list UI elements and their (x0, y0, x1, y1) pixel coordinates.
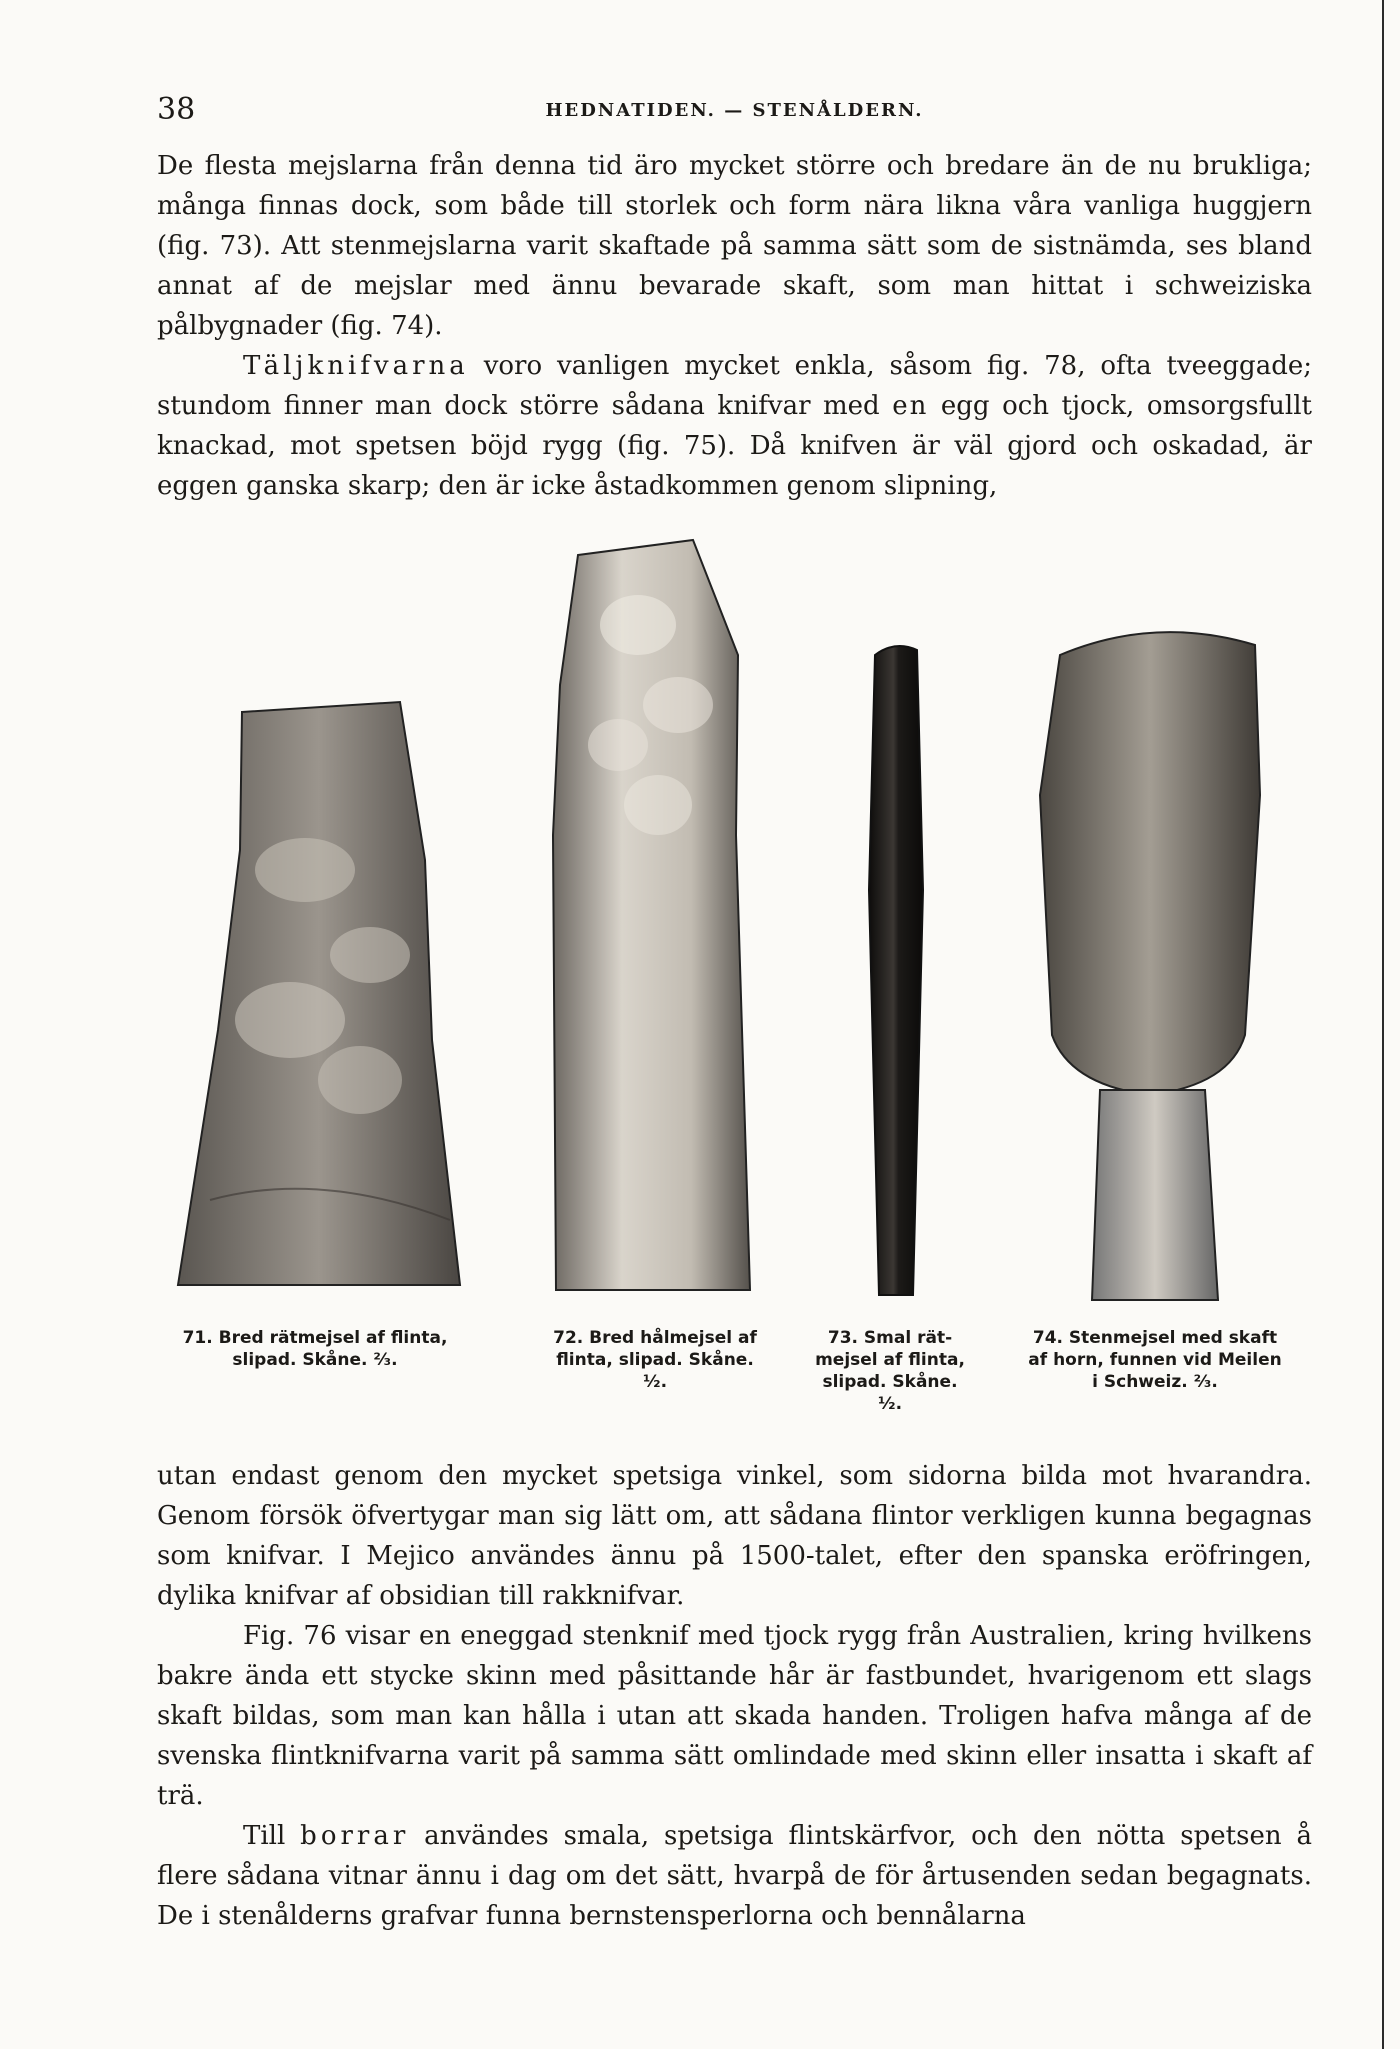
paragraph-knives (157, 346, 1312, 506)
fig-74-caption: 74. Stenmejsel med skaft af horn, funnen vid Meilen i Schweiz. ²⁄₃. (1028, 1328, 1282, 1392)
fig-72-gouge-illustration (538, 535, 768, 1295)
emphasis-en: en (892, 391, 929, 421)
paragraph-fig-76: Fig. 76 visar en eneggad stenknif med tjock rygg från Australien, kring hvilkens bakre ända ett stycke skinn med påsittande hår är fastbundet, hvarigenom ett slags skaft bildas, som man kan hålla i utan att skada handen. Troligen hafva många af de svenska flintknifvarna varit på samma sätt omlindade med skinn eller insatta i skaft af trä. (157, 1621, 1312, 1811)
fig-72-caption: 72. Bred hålmejsel af flinta, slipad. Skåne. ¹⁄₂. (553, 1328, 757, 1392)
paragraph-knives-part-a: voro vanligen mycket enkla, såsom fig. 78, ofta tveeggade; stundom finner man dock större sådana knifvar med (157, 351, 1312, 421)
figure-plate (150, 535, 1320, 1414)
running-head: HEDNATIDEN. — STENÅLDERN. (545, 100, 924, 121)
fig-71-caption: 71. Bred rätmejsel af flinta, slipad. Skåne. ²⁄₃. (182, 1328, 448, 1370)
scan-edge-line (1382, 0, 1384, 2049)
fig-71-flint-chisel-illustration (170, 700, 470, 1290)
upper-text (157, 146, 1312, 506)
fig-73-caption: 73. Smal rät- mejsel af flinta, slipad. Skåne. ¹⁄₂. (815, 1328, 965, 1414)
term-drills: borrar (300, 1821, 410, 1851)
paragraph-knives-part-b: egg och tjock, omsorgsfullt knackad, mot spetsen böjd rygg (fig. 75). Då knifven är väl gjord och oskadad, är eggen ganska skarp; den är icke åstadkommen genom slipning, (157, 391, 1312, 501)
paragraph-knife-angle: utan endast genom den mycket spetsiga vinkel, som sidorna bilda mot hvarandra. Genom försök öfvertygar man sig lätt om, att sådana flintor verkligen kunna begagnas som knifvar. I Mejico användes ännu på 1500-talet, efter den spanska eröfringen, dylika knifvar af obsidian till rakknifvar. (157, 1461, 1312, 1611)
fig-73-narrow-chisel-illustration (855, 640, 935, 1300)
paragraph-drills (157, 1816, 1312, 1936)
page-header (157, 92, 1312, 132)
fig-74-hafted-chisel-illustration (1030, 615, 1280, 1305)
page-number: 38 (157, 92, 196, 127)
term-knives: Täljknifvarna (243, 351, 469, 381)
paragraph-chisels: De flesta mejslarna från denna tid äro mycket större och bredare än de nu brukliga; många finnas dock, som både till storlek och form nära likna våra vanliga huggjern (fig. 73). Att stenmejslarna varit skaftade på samma sätt som de sistnämda, ses bland annat af de mejslar med ännu bevarade skaft, som man hittat i schweiziska pålbygnader (fig. 74). (157, 151, 1312, 341)
lower-text (157, 1456, 1312, 1936)
paragraph-drills-part-a: Till (243, 1821, 301, 1851)
paragraph-drills-part-b: användes smala, spetsiga flintskärfvor, och den nötta spetsen å flere sådana vitnar ännu i dag om det sätt, hvarpå de för årtusenden sedan begagnats. De i stenålderns grafvar funna bernstensperlorna och bennålarna (157, 1821, 1312, 1931)
